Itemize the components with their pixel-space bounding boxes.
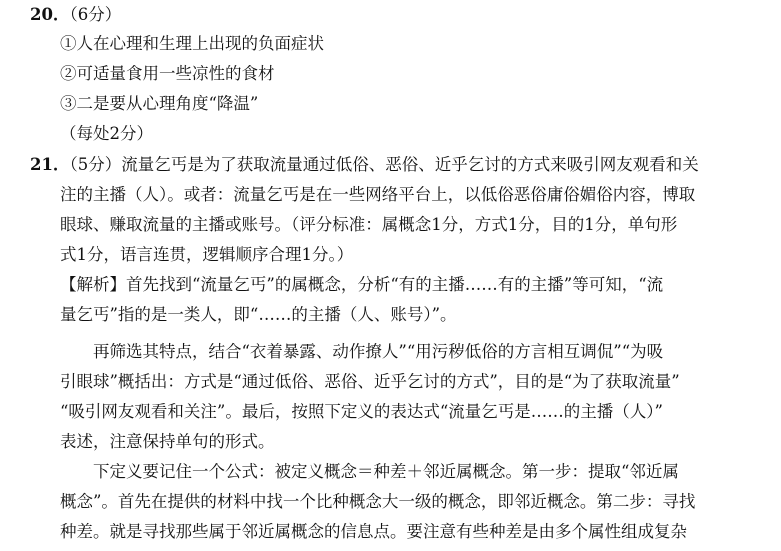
q20-score: （6分） [69,5,122,24]
analysis-text-3: 再筛选其特点，结合“衣着暴露、动作撩人”“用污秽低俗的方言相互调侃”“为吸 [60,342,664,361]
q21-answer-line-3: 眼球、赚取流量的主播或账号。（评分标准：属概念1分，方式1分，目的1分，单句形 [60,215,678,234]
analysis-text-2: 量乞丐”指的是一类人，即“……的主播（人、账号）”。 [60,305,457,324]
analysis-text-5: “吸引网友观看和关注”。最后，按照下定义的表达式“流量乞丐是……的主播（人）” [60,402,663,421]
q21-line-1 [30,155,699,175]
q21-answer-line-1: （5分）流量乞丐是为了获取流量通过低俗、恶俗、近乎乞讨的方式来吸引网友观看和关 [69,155,699,174]
analysis-tag: 【解析】 [60,275,126,294]
q20-number: 20． [30,5,70,24]
q20-item-2: ②可适量食用一些凉性的食材 [60,64,275,83]
analysis-text-8: 概念”。首先在提供的材料中找一个比种概念大一级的概念，即邻近概念。第二步：寻找 [60,492,696,511]
analysis-text-6: 表述，注意保持单句的形式。 [60,432,275,451]
analysis-text-9: 种差。就是寻找那些属于邻近属概念的信息点。要注意有些种差是由多个属性组成复杂 [60,522,687,541]
q21-answer-line-2: 注的主播（人）。或者：流量乞丐是在一些网络平台上，以低俗恶俗庸俗媚俗内容，博取 [60,185,696,204]
q21-number: 21． [30,155,70,174]
q20-item-1: ①人在心理和生理上出现的负面症状 [60,34,324,53]
analysis-line-1 [60,275,663,295]
analysis-text-4: 引眼球”概括出：方式是“通过低俗、恶俗、近乎乞讨的方式”，目的是“为了获取流量” [60,372,680,391]
q21-answer-line-4: 式1分，语言连贯，逻辑顺序合理1分。） [60,245,354,264]
analysis-text-1: 首先找到“流量乞丐”的属概念，分析“有的主播……有的主播”等可知，“流 [126,275,664,294]
q20-header [30,5,121,25]
q20-item-3: ③二是要从心理角度“降温” [60,94,259,113]
q20-note: （每处2分） [60,124,153,143]
analysis-text-7: 下定义要记住一个公式：被定义概念＝种差＋邻近属概念。第一步：提取“邻近属 [60,462,679,481]
